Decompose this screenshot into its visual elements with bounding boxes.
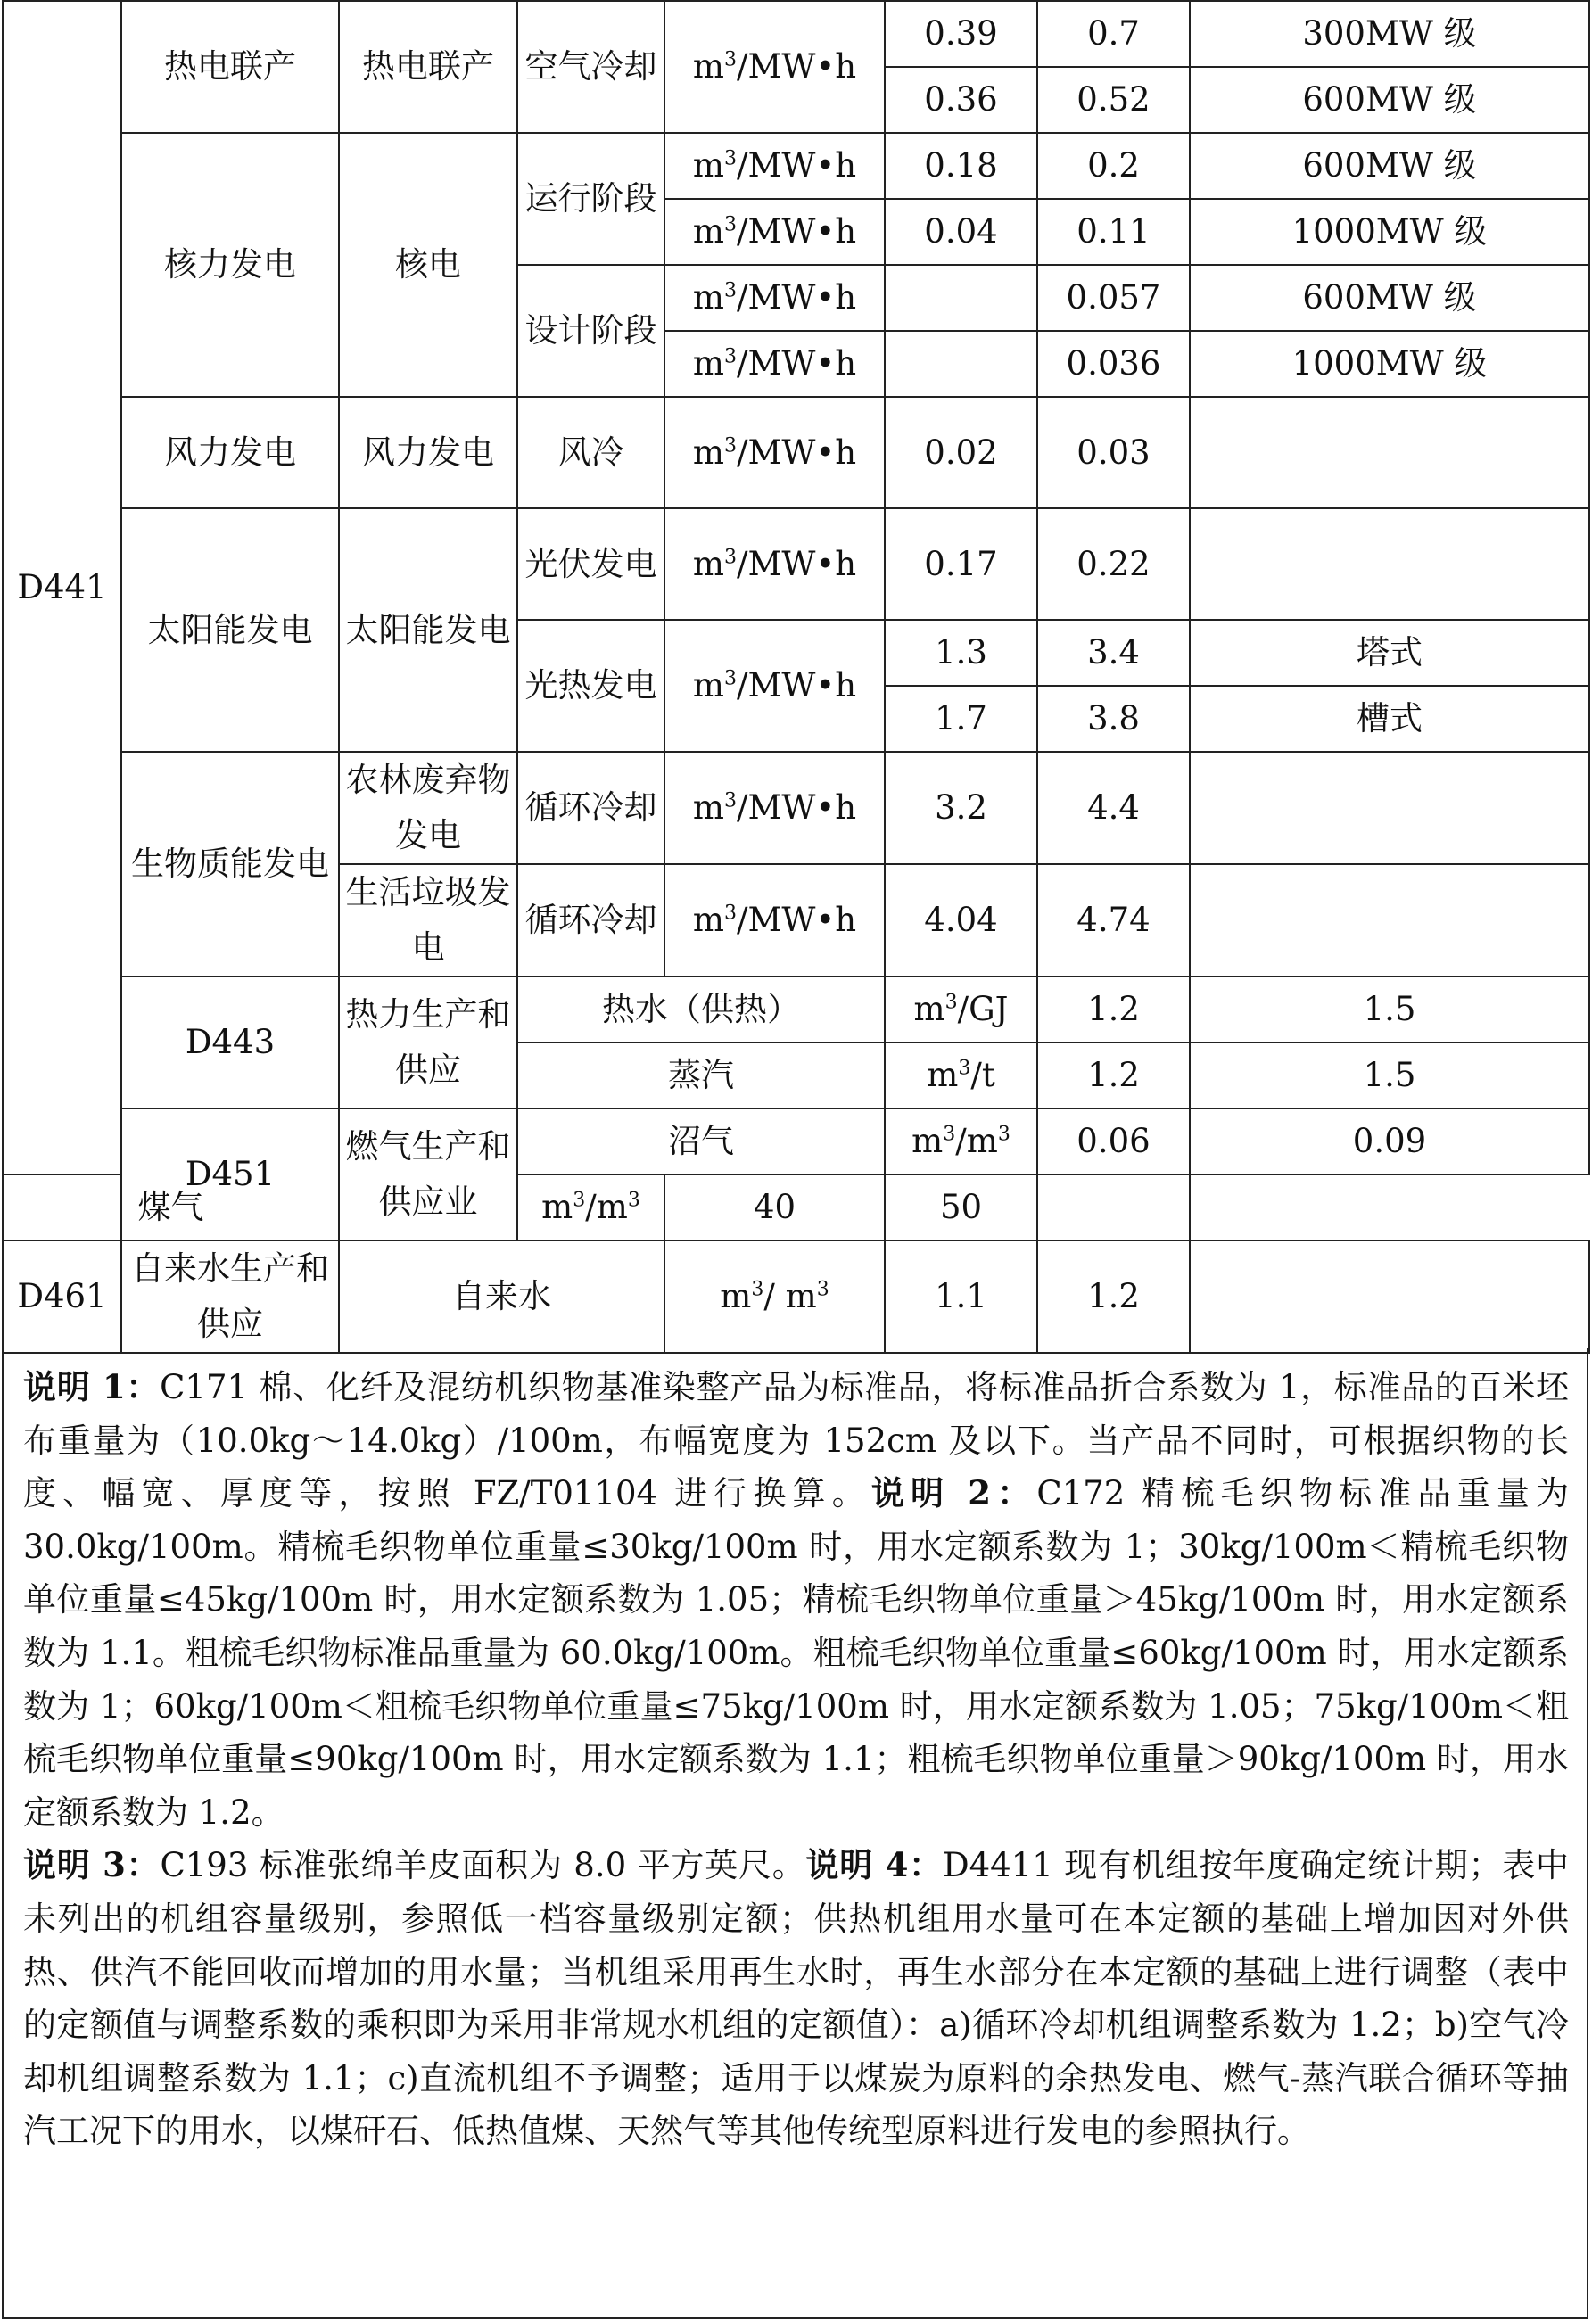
industry-name: 自来水生产和供应	[121, 1240, 339, 1353]
notes-section	[2, 1348, 1588, 2319]
quota-advanced: 40	[664, 1174, 885, 1240]
industry-name: 太阳能发电	[121, 508, 339, 752]
industry-name: 风力发电	[121, 397, 339, 508]
product-name: 热电联产	[339, 1, 517, 133]
process-type: 循环冷却	[517, 864, 664, 977]
remark-cell	[1190, 1240, 1589, 1353]
quota-advanced: 1.3	[885, 620, 1037, 686]
table-row	[3, 133, 1589, 199]
quota-general: 0.03	[1037, 397, 1190, 508]
table-row	[3, 397, 1589, 508]
table-row	[3, 977, 1589, 1043]
remark-cell	[1190, 508, 1589, 620]
unit-cell: $m^3/MW•h$	[664, 620, 885, 752]
unit-cell: $m^3/MW•h$	[664, 864, 885, 977]
process-type: 光伏发电	[517, 508, 664, 620]
quota-advanced: 1.2	[1037, 977, 1190, 1043]
remark-cell: 600MW 级	[1190, 67, 1589, 133]
quota-general: 3.4	[1037, 620, 1190, 686]
industry-name: 生物质能发电	[121, 752, 339, 977]
product-name: 热水（供热）	[517, 977, 885, 1043]
unit-cell: $m^3/m^3$	[517, 1174, 664, 1240]
unit-cell: $m^3/MW•h$	[664, 1, 885, 133]
industry-name: 核力发电	[121, 133, 339, 397]
remark-cell: 塔式	[1190, 620, 1589, 686]
table-row	[3, 1240, 1589, 1353]
quota-advanced	[885, 265, 1037, 331]
note-label: 说明 4：	[805, 1845, 943, 1885]
product-name: 风力发电	[339, 397, 517, 508]
quota-advanced: 4.04	[885, 864, 1037, 977]
unit-cell: $m^3/GJ$	[885, 977, 1037, 1043]
remark-cell: 槽式	[1190, 686, 1589, 752]
note-label: 说明 2：	[870, 1473, 1037, 1513]
unit-cell: $m^3/MW•h$	[664, 199, 885, 265]
product-name: 沼气	[517, 1108, 885, 1174]
quota-general: 0.11	[1037, 199, 1190, 265]
unit-cell: $m^3/MW•h$	[664, 508, 885, 620]
quota-general: 3.8	[1037, 686, 1190, 752]
product-name: 生活垃圾发电	[339, 864, 517, 977]
quota-advanced: 0.17	[885, 508, 1037, 620]
unit-cell: $m^3/MW•h$	[664, 752, 885, 864]
unit-cell: $m^3/MW•h$	[664, 397, 885, 508]
industry-code: D451	[121, 1108, 339, 1240]
industry-code: D443	[121, 977, 339, 1108]
quota-general: 4.74	[1037, 864, 1190, 977]
quota-advanced	[885, 331, 1037, 397]
quota-advanced: 0.06	[1037, 1108, 1190, 1174]
quota-advanced: 0.39	[885, 1, 1037, 67]
process-type: 设计阶段	[517, 265, 664, 397]
note-text: D4411 现有机组按年度确定统计期；表中未列出的机组容量级别，参照低一档容量级别定额；供热机组用水量可在本定额的基础上增加因对外供热、供汽不能回收而增加的用水量；当机组采用再生水时，再生水部分在本定额的基础上进行调整（表中的定额值与调整系数的乘积即为采用非常规水机组的定额值）：a)循环冷却机组调整系数为 1.2；b)空气冷却机组调整系数为 1.1；c)直流机组不予调整；适用于以煤炭为原料的余热发电、燃气-蒸汽联合循环等抽汽工况下的用水，以煤矸石、低热值煤、天然气等其他传统型原料进行发电的参照执行。	[23, 1846, 1569, 2151]
note-text: C171 棉、化纤及混纺机织物基准染整产品为标准品，将标准品折合系数为 1，标准品的百米坯布重量为（10.0kg～14.0kg）/100m，布幅宽度为 152cm 及以下。当产品不同时，可根据织物的长度、幅宽、厚度等，按照 FZ/T01104 进行换算。	[23, 1368, 1569, 1513]
note-text: C172 精梳毛织物标准品重量为 30.0kg/100m。精梳毛织物单位重量≤30kg/100m 时，用水定额系数为 1；30kg/100m＜精梳毛织物单位重量≤45kg/100m 时，用水定额系数为 1.05；精梳毛织物单位重量＞45kg/100m 时，用水定额系数为 1.1。粗梳毛织物标准品重量为 60.0kg/100m。粗梳毛织物单位重量≤60kg/100m 时，用水定额系数为 1；60kg/100m＜粗梳毛织物单位重量≤75kg/100m 时，用水定额系数为 1.05；75kg/100m＜粗梳毛织物单位重量≤90kg/100m 时，用水定额系数为 1.1；粗梳毛织物单位重量＞90kg/100m 时，用水定额系数为 1.2。	[23, 1474, 1569, 1832]
quota-general: 50	[885, 1174, 1037, 1240]
product-name: 煤气	[3, 1174, 339, 1240]
note-label: 说明 1：	[23, 1367, 161, 1406]
note-label: 说明 3：	[23, 1845, 161, 1885]
remark-cell: 300MW 级	[1190, 1, 1589, 67]
quota-general: 0.057	[1037, 265, 1190, 331]
water-quota-table	[2, 0, 1590, 1354]
table-row	[3, 1, 1589, 67]
process-type: 风冷	[517, 397, 664, 508]
industry-name: 热力生产和供应	[339, 977, 517, 1108]
quota-advanced: 0.18	[885, 133, 1037, 199]
quota-general: 1.2	[1037, 1240, 1190, 1353]
remark-cell: 600MW 级	[1190, 265, 1589, 331]
quota-advanced: 1.1	[885, 1240, 1037, 1353]
quota-advanced: 1.7	[885, 686, 1037, 752]
unit-cell: $m^3/MW•h$	[664, 133, 885, 199]
table-row	[3, 1108, 1589, 1174]
process-type: 空气冷却	[517, 1, 664, 133]
product-name: 太阳能发电	[339, 508, 517, 752]
product-name: 农林废弃物发电	[339, 752, 517, 864]
remark-cell	[1037, 1174, 1190, 1240]
quota-general: 0.09	[1190, 1108, 1589, 1174]
quota-general: 0.036	[1037, 331, 1190, 397]
table-row	[3, 508, 1589, 620]
quota-general: 0.22	[1037, 508, 1190, 620]
note-text: C193 标准张绵羊皮面积为 8.0 平方英尺。	[160, 1846, 806, 1885]
industry-code: D461	[3, 1240, 121, 1353]
industry-name: 燃气生产和供应业	[339, 1108, 517, 1240]
remark-cell	[1190, 864, 1589, 977]
unit-cell: $m^3/m^3$	[885, 1108, 1037, 1174]
quota-advanced: 0.02	[885, 397, 1037, 508]
remark-cell: 1000MW 级	[1190, 331, 1589, 397]
quota-advanced: 3.2	[885, 752, 1037, 864]
quota-general: 4.4	[1037, 752, 1190, 864]
unit-cell: $m^3/MW•h$	[664, 331, 885, 397]
quota-advanced: 0.36	[885, 67, 1037, 133]
product-name: 蒸汽	[517, 1043, 885, 1108]
product-name: 自来水	[339, 1240, 664, 1353]
quota-general: 1.5	[1190, 977, 1589, 1043]
quota-general: 0.7	[1037, 1, 1190, 67]
unit-cell: $m^3/$ $m^3$	[664, 1240, 885, 1353]
product-name: 核电	[339, 133, 517, 397]
industry-name: 热电联产	[121, 1, 339, 133]
process-type: 循环冷却	[517, 752, 664, 864]
unit-cell: $m^3/MW•h$	[664, 265, 885, 331]
remark-cell	[1190, 397, 1589, 508]
process-type: 光热发电	[517, 620, 664, 752]
remark-cell: 1000MW 级	[1190, 199, 1589, 265]
remark-cell	[1190, 752, 1589, 864]
unit-cell: $m^3/t$	[885, 1043, 1037, 1108]
industry-code: D441	[3, 1, 121, 1174]
quota-advanced: 0.04	[885, 199, 1037, 265]
process-type: 运行阶段	[517, 133, 664, 265]
quota-general: 0.2	[1037, 133, 1190, 199]
remark-cell: 600MW 级	[1190, 133, 1589, 199]
quota-advanced: 1.2	[1037, 1043, 1190, 1108]
quota-general: 0.52	[1037, 67, 1190, 133]
quota-general: 1.5	[1190, 1043, 1589, 1108]
table-row	[3, 752, 1589, 864]
